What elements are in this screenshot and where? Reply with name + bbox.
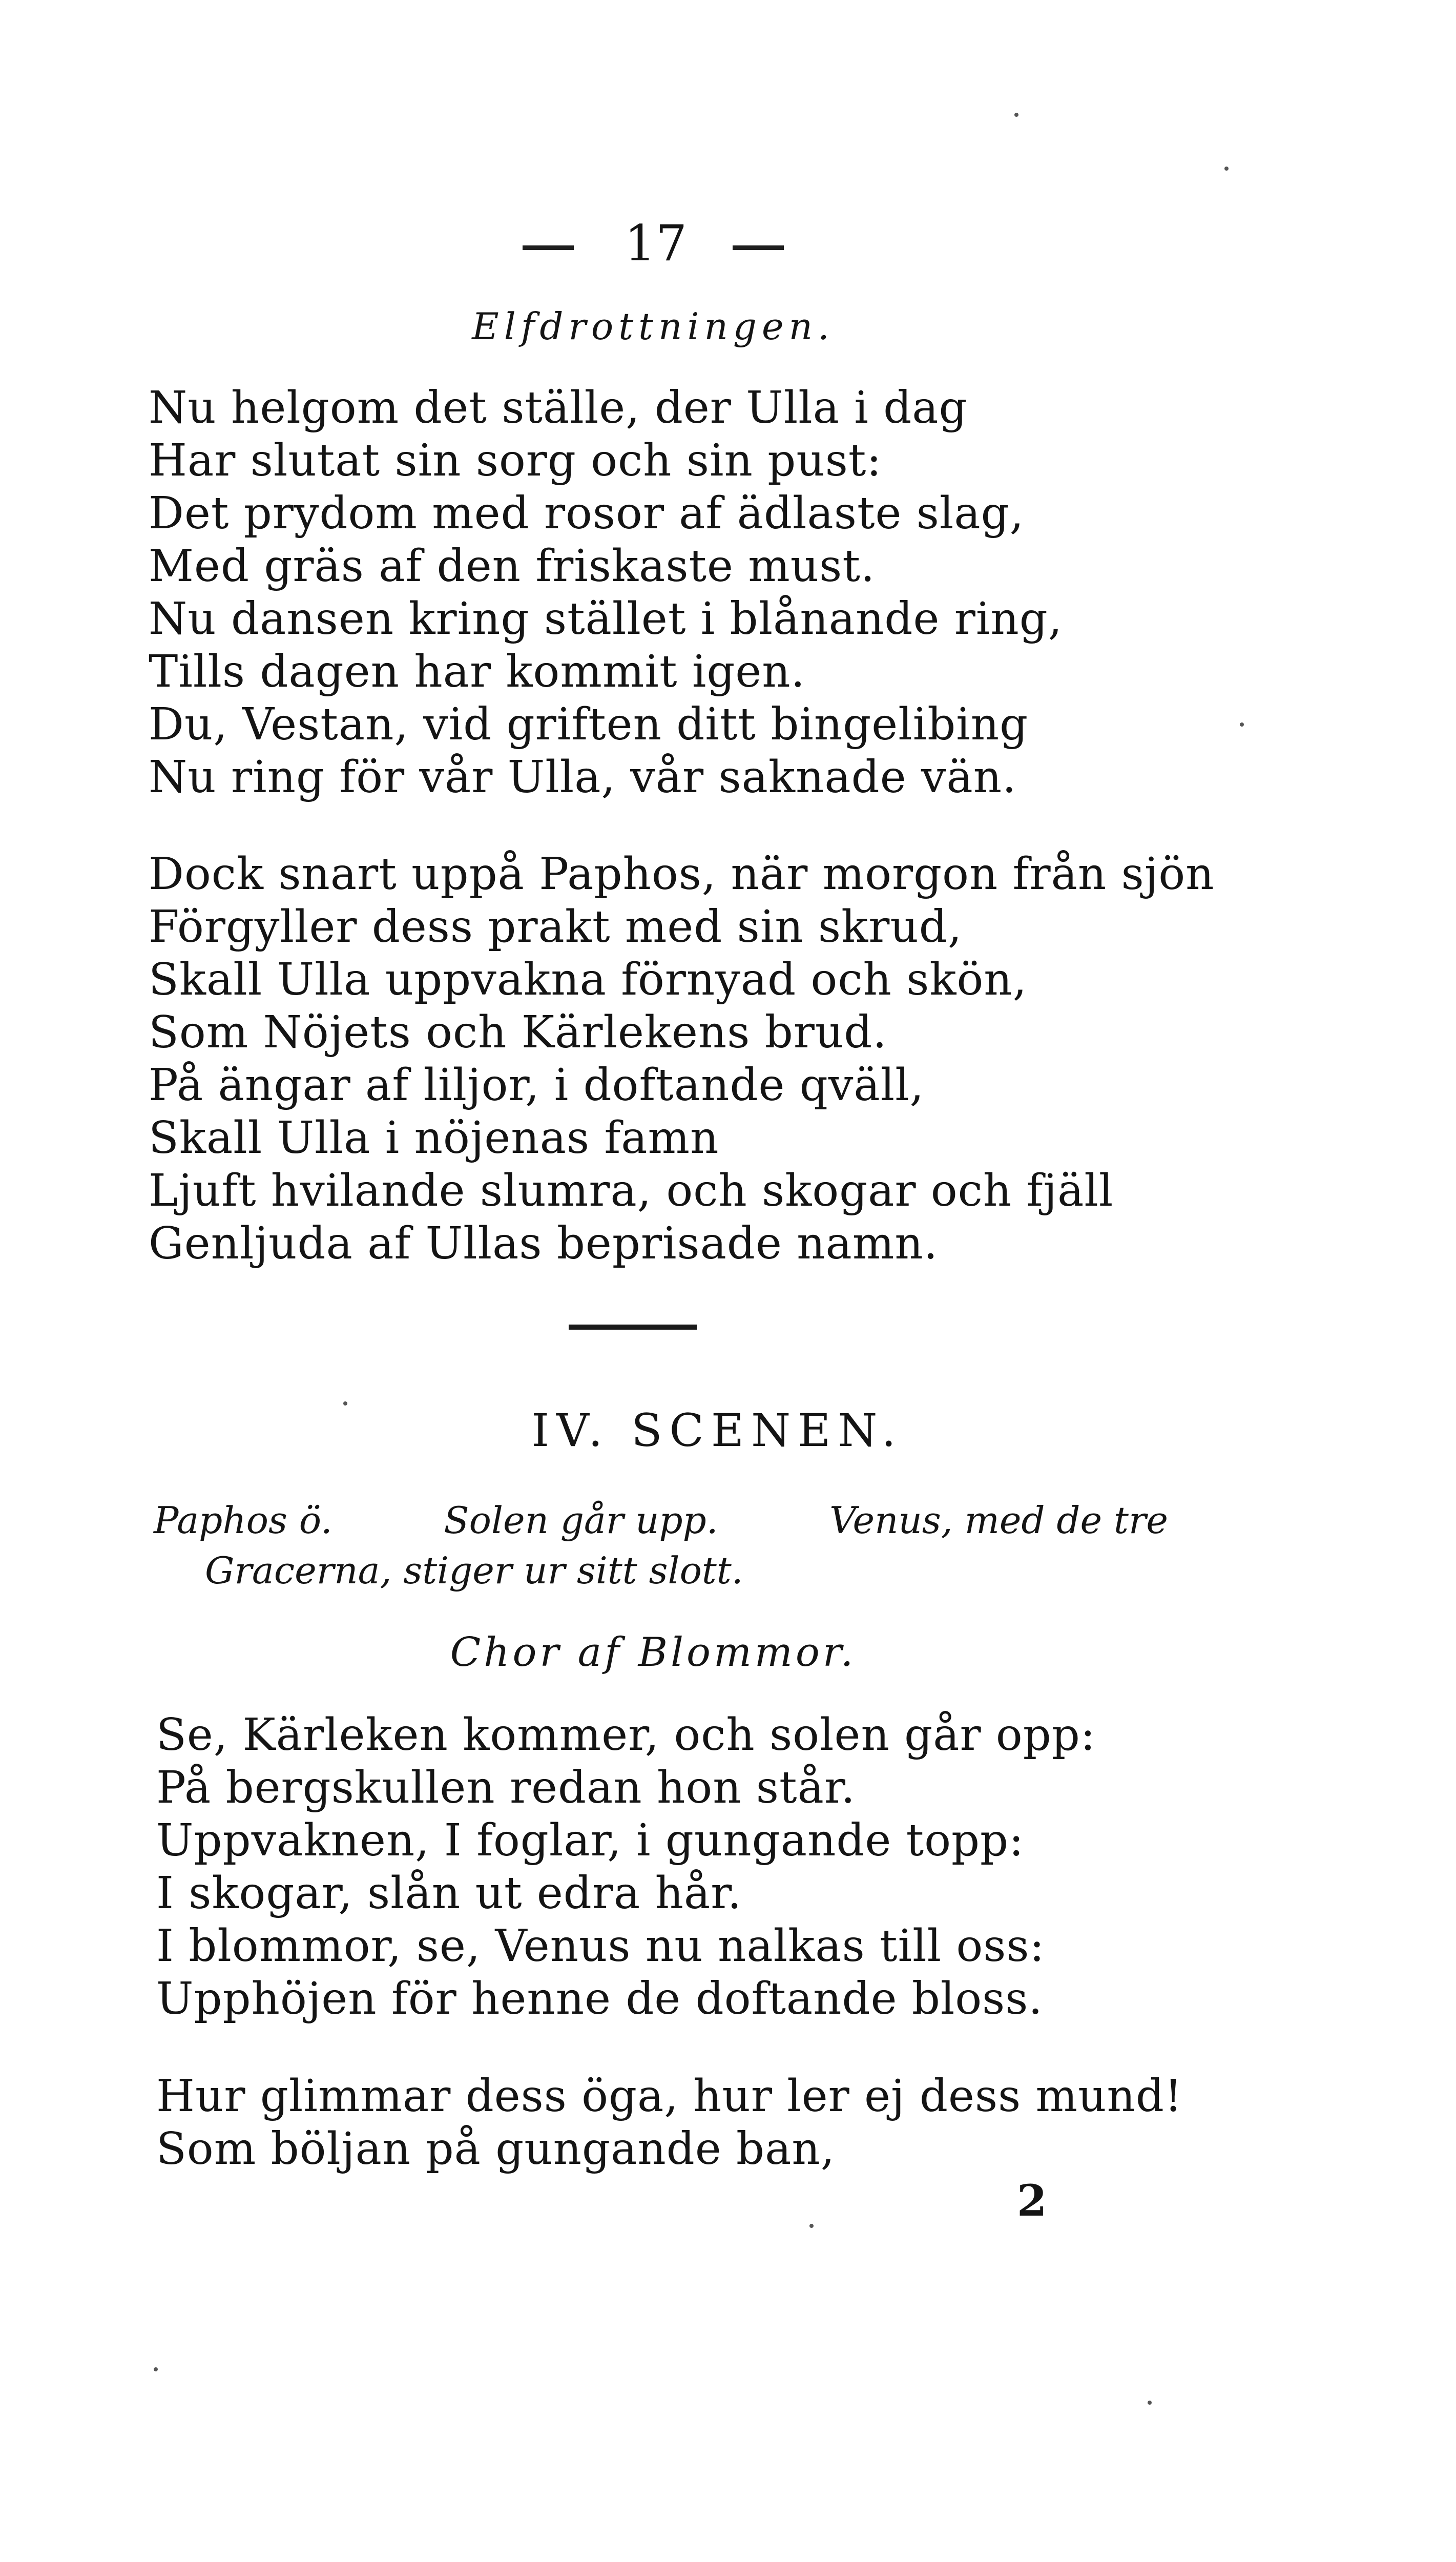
stanza-2 bbox=[149, 848, 1215, 1270]
stanza-1 bbox=[149, 382, 1063, 804]
verse-line: Skall Ulla uppvakna förnyad och skön, bbox=[149, 954, 1027, 1005]
verse-line: Det prydom med rosor af ädlaste slag, bbox=[149, 488, 1025, 539]
verse-line: På bergskullen redan hon står. bbox=[156, 1762, 856, 1813]
signature-mark: 2 bbox=[1017, 2175, 1047, 2226]
paper-speck bbox=[343, 1401, 347, 1406]
paper-speck bbox=[1014, 113, 1018, 117]
verse-line: Har slutat sin sorg och sin pust: bbox=[149, 435, 882, 486]
verse-line: På ängar af liljor, i doftande qväll, bbox=[149, 1060, 925, 1111]
paper-speck bbox=[1240, 722, 1244, 727]
verse-line: Nu helgom det ställe, der Ulla i dag bbox=[149, 382, 968, 433]
section-divider bbox=[569, 1325, 697, 1330]
verse-line: I skogar, slån ut edra hår. bbox=[156, 1868, 742, 1919]
paper-speck bbox=[809, 2224, 814, 2228]
verse-line: Uppvaknen, I foglar, i gungande topp: bbox=[156, 1815, 1025, 1866]
chorus-stanza-1 bbox=[156, 1709, 1096, 2026]
verse-line: Genljuda af Ullas beprisade namn. bbox=[149, 1218, 939, 1269]
stage-direction-line-1 bbox=[154, 1495, 1168, 1545]
verse-line: Hur glimmar dess öga, hur ler ej dess mund! bbox=[156, 2071, 1183, 2122]
verse-line: Med gräs af den friskaste must. bbox=[149, 541, 876, 592]
verse-line: Ljuft hvilande slumra, och skogar och fjäll bbox=[149, 1165, 1114, 1216]
paper-speck bbox=[154, 2367, 158, 2371]
stage-direction-line-2: Gracerna, stiger ur sitt slott. bbox=[205, 1549, 743, 1592]
verse-line: I blommor, se, Venus nu nalkas till oss: bbox=[156, 1920, 1045, 1972]
verse-line: Förgyller dess prakt med sin skrud, bbox=[149, 901, 963, 953]
paper-speck bbox=[1224, 167, 1229, 171]
chorus-heading: Chor af Blommor. bbox=[450, 1629, 857, 1676]
verse-line: Se, Kärleken kommer, och solen går opp: bbox=[156, 1709, 1096, 1761]
chorus-stanza-2 bbox=[156, 2070, 1183, 2176]
scene-title: IV. SCENEN. bbox=[531, 1404, 903, 1457]
page-number: 17 bbox=[624, 215, 688, 272]
page-header bbox=[512, 213, 799, 284]
section-heading-elfdrottningen: Elfdrottningen. bbox=[472, 305, 835, 348]
verse-line: Som Nöjets och Kärlekens brud. bbox=[149, 1007, 887, 1058]
verse-line: Som böljan på gungande ban, bbox=[156, 2123, 836, 2175]
verse-line: Tills dagen har kommit igen. bbox=[149, 646, 806, 697]
verse-line: Dock snart uppå Paphos, när morgon från sjön bbox=[149, 849, 1215, 900]
paper-speck bbox=[1148, 2401, 1152, 2405]
verse-line: Nu ring för vår Ulla, vår saknade vän. bbox=[149, 752, 1017, 803]
verse-line: Du, Vestan, vid griften ditt bingelibing bbox=[149, 699, 1029, 750]
stage-direction-place: Paphos ö. bbox=[154, 1499, 332, 1542]
stage-direction bbox=[154, 1495, 1168, 1596]
header-dash-right bbox=[733, 245, 784, 250]
verse-line: Upphöjen för henne de doftande bloss. bbox=[156, 1973, 1043, 2024]
stage-direction-sunrise: Solen går upp. bbox=[444, 1499, 718, 1542]
stage-direction-venus: Venus, med de tre bbox=[829, 1499, 1168, 1542]
verse-line: Skall Ulla i nöjenas famn bbox=[149, 1112, 719, 1164]
verse-line: Nu dansen kring stället i blånande ring, bbox=[149, 593, 1063, 645]
header-dash-left bbox=[523, 245, 574, 250]
